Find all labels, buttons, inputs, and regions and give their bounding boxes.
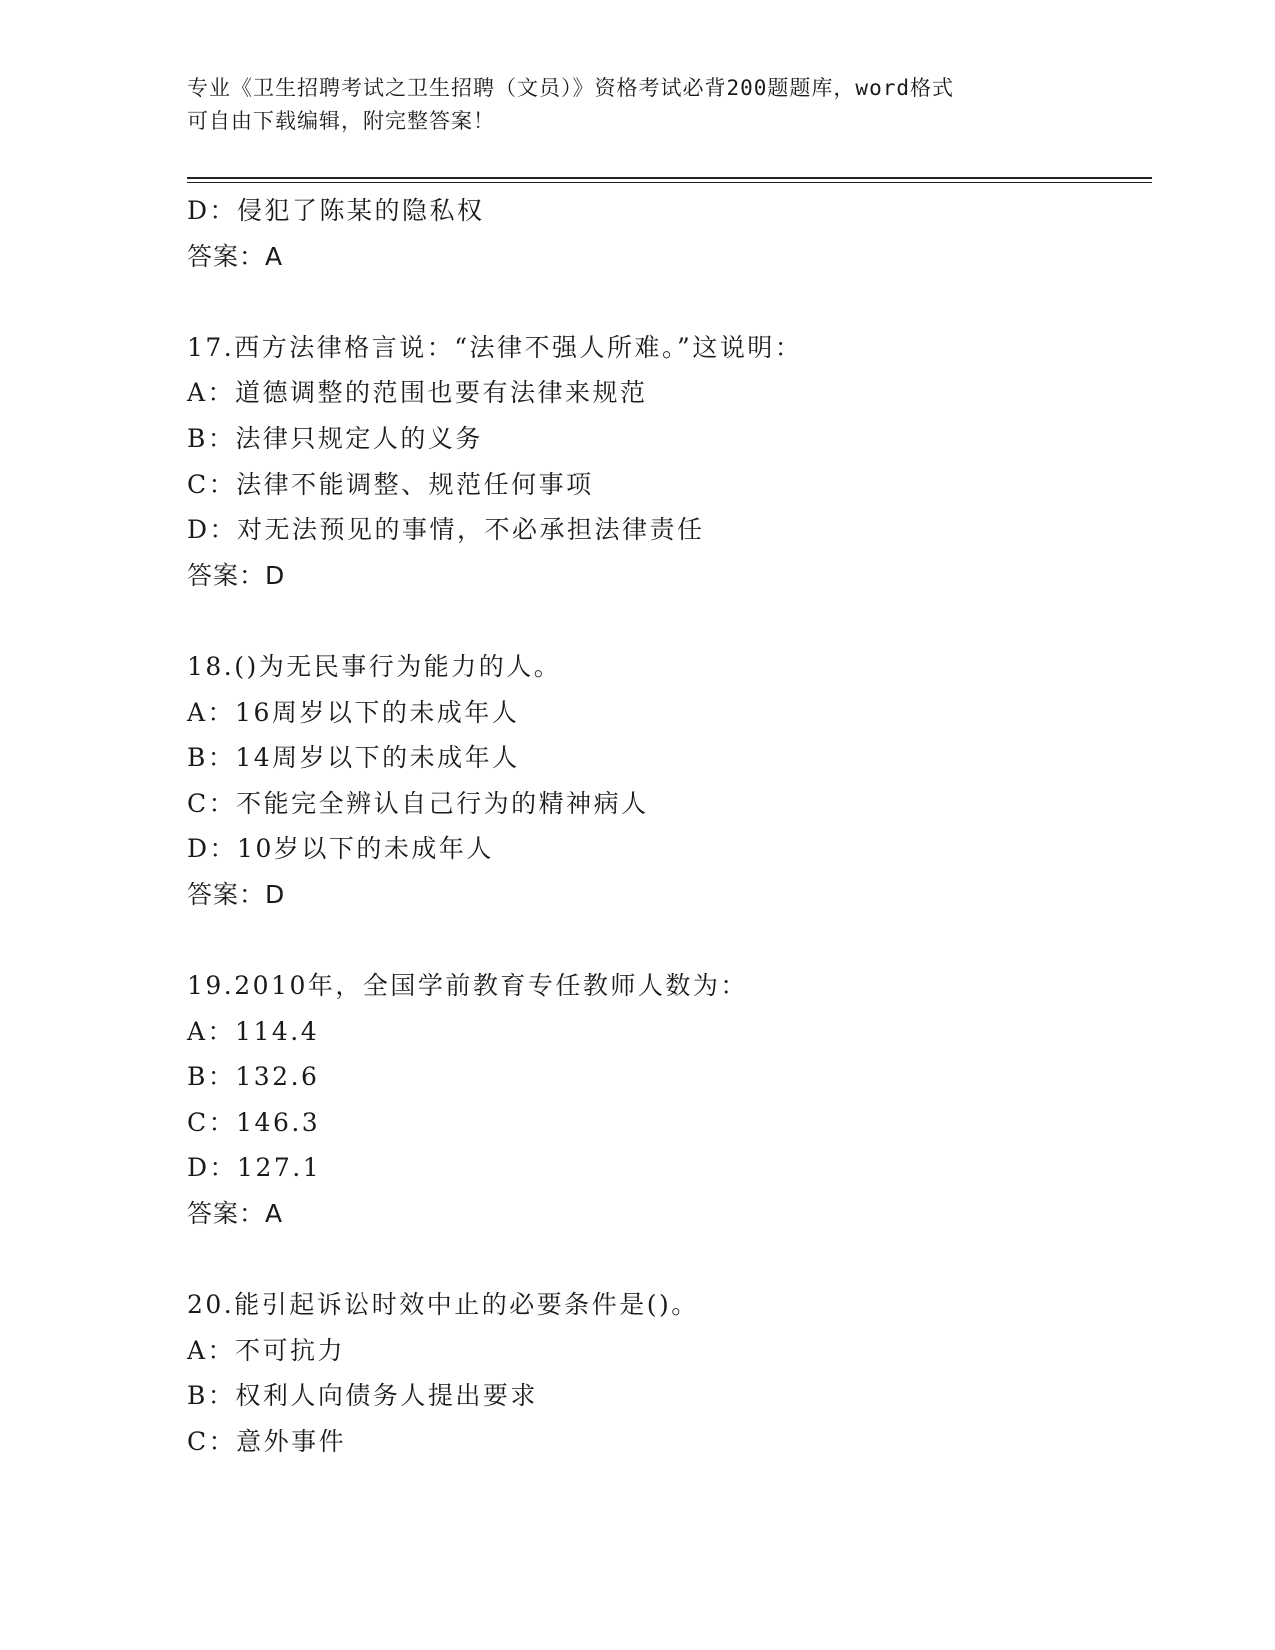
option-c: C：法律不能调整、规范任何事项 <box>187 469 594 499</box>
question-18 <box>187 644 1147 918</box>
header-line-2: 可自由下载编辑，附完整答案！ <box>187 109 495 133</box>
option-d: D：10岁以下的未成年人 <box>187 834 494 864</box>
question-stem: 19.2010年，全国学前教育专任教师人数为： <box>187 971 748 1001</box>
question-17 <box>187 325 1147 599</box>
option-c: C：不能完全辨认自己行为的精神病人 <box>187 788 649 818</box>
option-a: A：道德调整的范围也要有法律来规范 <box>187 378 648 408</box>
prev-answer: 答案：A <box>187 241 284 271</box>
option-b: B：权利人向债务人提出要求 <box>187 1381 538 1411</box>
option-b: B：法律只规定人的义务 <box>187 423 483 453</box>
answer: 答案：D <box>187 560 286 590</box>
question-stem: 20.能引起诉讼时效中止的必要条件是()。 <box>187 1290 699 1320</box>
question-stem: 17.西方法律格言说：“法律不强人所难。”这说明： <box>187 332 803 362</box>
option-b: B：132.6 <box>187 1062 320 1092</box>
option-a: A：114.4 <box>187 1016 320 1046</box>
document-header <box>187 72 1067 138</box>
option-d: D：127.1 <box>187 1153 322 1183</box>
question-19 <box>187 963 1147 1237</box>
option-a: A：不可抗力 <box>187 1335 346 1365</box>
header-divider-thin <box>187 182 1152 183</box>
option-a: A：16周岁以下的未成年人 <box>187 697 520 727</box>
prev-option-d: D：侵犯了陈某的隐私权 <box>187 196 485 225</box>
question-stem: 18.()为无民事行为能力的人。 <box>187 651 562 681</box>
option-d: D：对无法预见的事情，不必承担法律责任 <box>187 515 705 545</box>
question-list <box>187 188 1147 1465</box>
question-20 <box>187 1282 1147 1464</box>
header-divider-thick <box>187 177 1152 179</box>
option-c: C：意外事件 <box>187 1427 347 1457</box>
answer: 答案：D <box>187 879 286 909</box>
answer: 答案：A <box>187 1199 284 1229</box>
option-b: B：14周岁以下的未成年人 <box>187 743 520 773</box>
option-c: C：146.3 <box>187 1107 321 1137</box>
header-line-1: 专业《卫生招聘考试之卫生招聘（文员）》资格考试必背200题题库，word格式 <box>187 76 954 100</box>
